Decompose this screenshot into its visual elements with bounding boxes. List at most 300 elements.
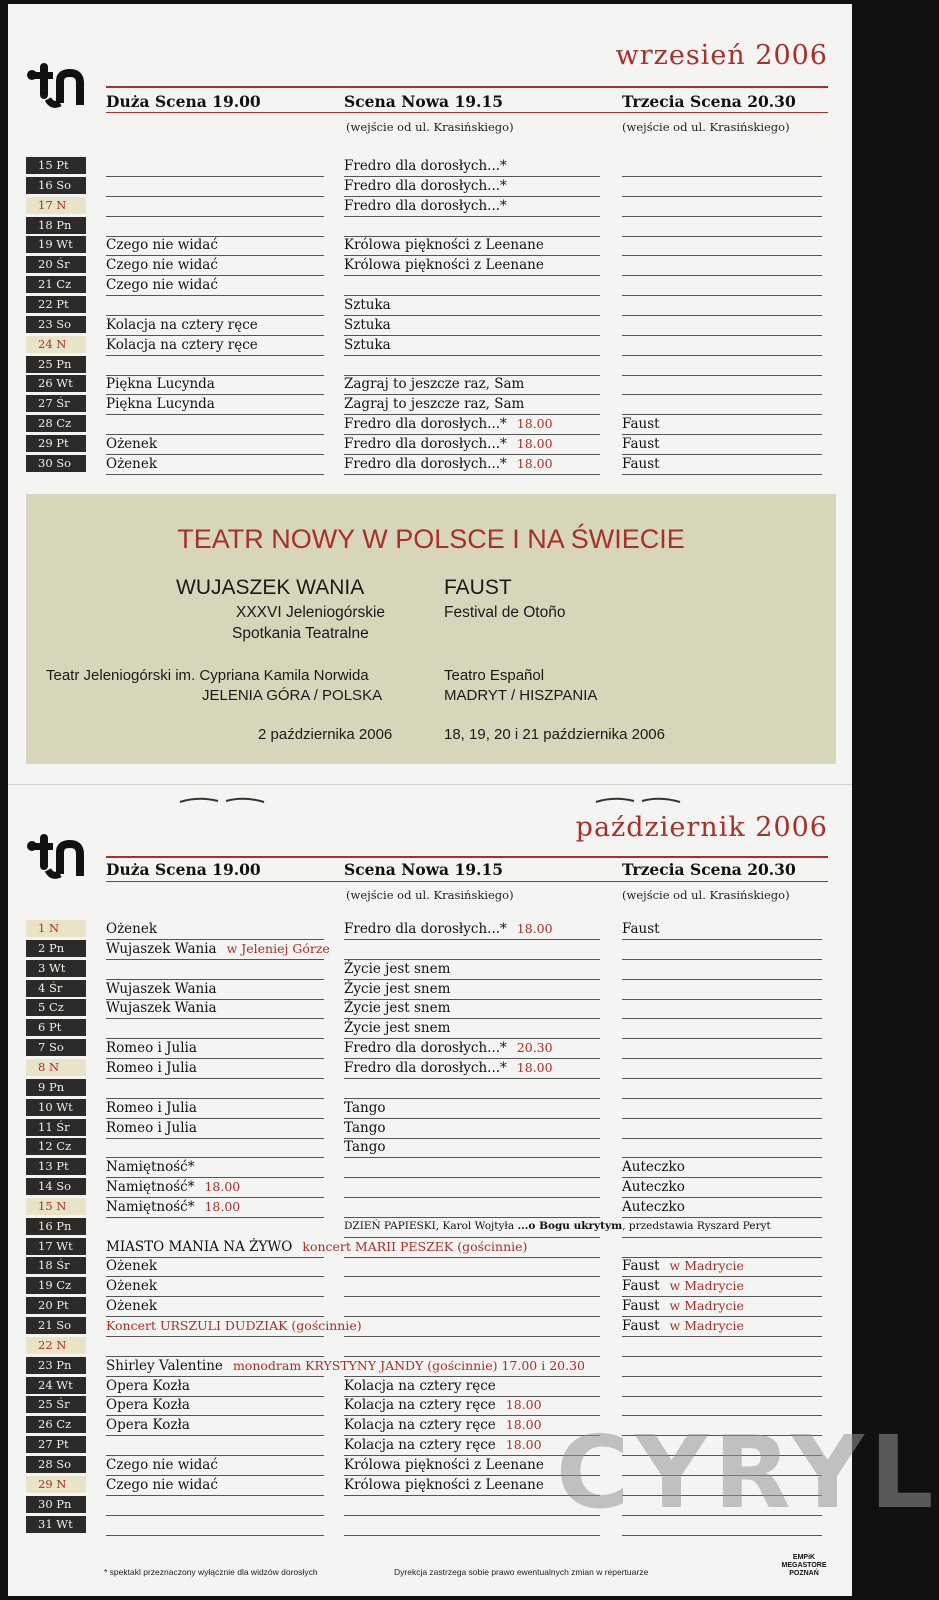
day-label: 13 Pt [26,1158,86,1175]
performance-title: Życie jest snem [344,1020,451,1037]
performance-title: Opera Kozła [106,1417,190,1434]
col-header-duza: Duża Scena 19.00 [106,860,261,879]
note-title: ...o Bogu ukrytym [517,1219,623,1232]
theatre-logo-icon [26,59,88,115]
performance-title: Romeo i Julia [106,1059,197,1076]
performance-title: Sztuka [344,296,391,313]
month-title: wrzesień 2006 [615,40,828,71]
cell-c1 [106,434,324,455]
col-header-nowa: Scena Nowa 19.15 [344,92,504,111]
performance-title: Auteczko [622,1159,685,1176]
schedule-row [26,1137,828,1157]
header-rule [106,86,828,88]
cell-c2 [344,1256,600,1277]
cell-c2 [344,1356,600,1377]
performance-title: Fredro dla dorosłych...* [344,416,507,433]
day-label: 20 Pt [26,1297,86,1314]
cell-c3 [622,235,822,256]
schedule-row [26,295,828,315]
cell-c1 [106,1098,324,1119]
cell-c3 [622,979,822,1000]
fold-line [8,784,852,785]
cell-c1 [106,1157,324,1178]
performance-title: Kolacja na cztery ręce [106,336,258,353]
day-label: 23 So [26,316,86,333]
performance-title: Królowa piękności z Leenane [344,237,544,254]
day-label: 17 N [26,197,86,214]
month-title: październik 2006 [575,812,828,843]
day-label: 22 Pt [26,296,86,313]
day-label: 21 Cz [26,276,86,293]
cell-c3 [622,275,822,296]
performance-title: Auteczko [622,1179,685,1196]
performance-title: Ożenek [106,455,158,472]
cell-c1 [106,1296,324,1317]
performance-note: koncert MARII PESZEK (gościnnie) [302,1238,528,1254]
cell-c1 [106,1058,324,1079]
cell-c3 [622,1237,822,1258]
note-part: DZIEŃ PAPIESKI, Karol Wojtyła [344,1219,518,1232]
day-label: 12 Cz [26,1138,86,1155]
performance-title: Faust [622,1298,660,1315]
schedule-row [26,1276,828,1296]
performance-title: Romeo i Julia [106,1040,197,1057]
cell-c3 [622,1157,822,1178]
performance-title: Ożenek [106,1258,158,1275]
performance-note: monodram KRYSTYNY JANDY (gościnnie) 17.00 i 20.30 [232,1357,585,1373]
cell-c1 [106,394,324,415]
performance-title: Wujaszek Wania [106,980,217,997]
cell-c1 [106,255,324,276]
performance-title: Wujaszek Wania [106,940,217,957]
schedule-row [26,374,828,394]
day-label: 17 Wt [26,1238,86,1255]
cell-c3 [622,196,822,217]
performance-title: Fredro dla dorosłych...* [344,197,507,214]
day-label: 25 Śr [26,1396,86,1413]
day-label: 22 N [26,1337,86,1354]
banner-left-festival-2: Spotkania Teatralne [232,625,369,642]
day-label: 28 Cz [26,415,86,432]
cell-c1 [106,1256,324,1277]
cell-c2 [344,998,600,1019]
cell-c3 [622,295,822,316]
performance-title: Sztuka [344,316,391,333]
schedule-row [26,1217,828,1237]
schedule-row [26,335,828,355]
cell-c3 [622,454,822,475]
performance-title: Faust [622,416,660,433]
cell-c1 [106,1395,324,1416]
cell-c1 [106,1038,324,1059]
schedule-row [26,216,828,236]
performance-note: 18.00 [516,455,553,471]
cell-c1 [106,939,330,960]
cell-c2 [344,1276,600,1297]
schedule-row [26,1237,828,1257]
day-label: 26 Cz [26,1416,86,1433]
day-label: 28 So [26,1456,86,1473]
performance-note: w Madrycie [669,1318,744,1333]
cell-c1 [106,1237,528,1258]
cell-c3 [622,959,822,980]
day-label: 26 Wt [26,375,86,392]
cell-c1 [106,1435,324,1456]
cell-c2 [344,1038,600,1059]
cell-c2 [344,1237,600,1258]
cell-c2 [344,1098,600,1119]
schedule-row [26,1336,828,1356]
performance-title: Kolacja na cztery ręce [344,1417,496,1434]
performance-note: 18.00 [516,416,553,432]
col-header-nowa: Scena Nowa 19.15 [344,860,504,879]
cell-c1 [106,414,324,435]
cell-c1 [106,979,324,1000]
performance-title: Kolacja na cztery ręce [106,316,258,333]
cell-c1 [106,1078,324,1099]
cell-c2 [344,959,600,980]
performance-note: w Madrycie [669,1298,744,1314]
cell-c3 [622,394,822,415]
schedule-row [26,1038,828,1058]
day-label: 10 Wt [26,1099,86,1116]
cell-c2 [344,1296,600,1317]
cell-c3 [622,216,822,237]
schedule-row [26,1118,828,1138]
performance-title: Fredro dla dorosłych...* [344,455,507,472]
performance-title: Romeo i Julia [106,1119,197,1136]
day-label: 19 Wt [26,236,86,253]
day-label: 16 So [26,177,86,194]
schedule-row [26,196,828,216]
cell-c2 [344,434,600,455]
performance-title: Życie jest snem [344,1000,451,1017]
cell-c1 [106,1455,324,1476]
schedule-row [26,1395,828,1415]
cell-c2 [344,315,600,336]
performance-title: Opera Kozła [106,1397,190,1414]
schedule-row [26,1177,828,1197]
cell-c3 [622,1078,822,1099]
performance-note: w Madrycie [669,1258,744,1274]
day-label: 31 Wt [26,1516,86,1533]
cell-c3 [622,1018,822,1039]
performance-title: Sztuka [344,336,391,353]
performance-note: 18.00 [516,921,553,936]
day-label: 24 N [26,336,86,353]
cell-c2 [344,216,600,237]
cell-c1 [106,1356,585,1377]
performance-title: Tango [344,1139,386,1156]
cell-c3 [622,176,822,197]
performance-title: Ożenek [106,1278,158,1295]
cell-c3 [622,355,822,376]
schedule-row [26,315,828,335]
performance-title: Faust [622,921,660,937]
cell-c3 [622,919,822,940]
cell-c2 [344,1157,600,1178]
cell-c3 [622,939,822,960]
day-label: 14 So [26,1178,86,1195]
day-label: 16 Pn [26,1218,86,1235]
performance-title: Piękna Lucynda [106,376,215,393]
cell-c3 [622,414,822,435]
performance-note: w Madrycie [669,1278,744,1294]
schedule-row [26,414,828,434]
day-label: 6 Pt [26,1019,86,1036]
cell-c3 [622,1296,822,1317]
cell-c1 [106,1118,324,1139]
performance-title: Tango [344,1119,386,1136]
schedule-row [26,454,828,474]
cyryl-watermark: CYRYL [556,1414,939,1531]
day-label: 24 Wt [26,1377,86,1394]
cell-c1 [106,998,324,1019]
cell-c2 [344,414,600,435]
performance-title: Kolacja na cztery ręce [344,1437,496,1454]
col-sub-trzecia: (wejście od ul. Krasińskiego) [622,120,790,134]
cell-c3 [622,374,822,395]
cell-c3 [622,1177,822,1198]
cell-c2 [344,335,600,356]
performance-title: Fredro dla dorosłych...* [344,177,507,194]
performance-title: Ożenek [106,435,158,452]
cell-c2 [344,939,600,960]
cell-c2 [344,1078,600,1099]
cell-c2 [344,1118,600,1139]
col-header-trzecia: Trzecia Scena 20.30 [622,92,796,111]
cell-c3 [622,335,822,356]
cell-c3 [622,156,822,177]
cell-c1 [106,1515,324,1536]
day-label: 23 Pn [26,1357,86,1374]
cell-c3 [622,434,822,455]
schedule-row [26,1256,828,1276]
cell-c3 [622,1316,822,1337]
cell-c1 [106,1475,324,1496]
cell-c3 [622,1217,822,1238]
cell-c3 [622,1356,822,1377]
schedule-row [26,434,828,454]
performance-note: 18.00 [516,1059,553,1075]
performance-note: 20.30 [516,1040,553,1056]
cell-c1 [106,355,324,376]
performance-title: Faust [622,455,660,472]
performance-title: Wujaszek Wania [106,1000,217,1017]
col-sub-nowa: (wejście od ul. Krasińskiego) [346,888,514,902]
day-label: 3 Wt [26,960,86,977]
performance-title: Romeo i Julia [106,1099,197,1116]
day-label: 7 So [26,1039,86,1056]
performance-title: Kolacja na cztery ręce [344,1377,496,1394]
cell-c1 [106,176,324,197]
schedule-row [26,1058,828,1078]
day-label: 1 N [26,920,86,937]
cell-c2 [344,235,600,256]
schedule-row [26,1157,828,1177]
cell-c2 [344,1336,600,1357]
performance-title: MIASTO MANIA NA ŻYWO [106,1238,293,1255]
day-label: 30 So [26,455,86,472]
theatre-logo-icon [26,830,88,886]
cell-c2 [344,255,600,276]
day-label: 19 Cz [26,1277,86,1294]
schedule-row [26,275,828,295]
sponsor-logo: EMPiK MEGASTORE POZNAŃ [781,1554,827,1577]
day-label: 15 Pt [26,157,86,174]
performance-title: Namiętność* [106,1179,195,1196]
cell-c1 [106,454,324,475]
performance-title: Shirley Valentine [106,1357,223,1374]
cell-c1 [106,374,324,395]
day-label: 27 Śr [26,395,86,412]
performance-title: Czego nie widać [106,277,218,294]
cell-c1 [106,959,324,980]
cell-c1 [106,1376,324,1397]
banner-right-title: FAUST [444,576,512,599]
cell-c3 [622,1058,822,1079]
day-label: 20 Śr [26,256,86,273]
banner-right-venue: Teatro Español [444,667,545,684]
footnote-adults: * spektakl przeznaczony wyłącznie dla widzów dorosłych [104,1567,318,1577]
header-rule [106,856,828,858]
schedule-row [26,959,828,979]
performance-title: Kolacja na cztery ręce [344,1397,496,1414]
schedule-row [26,1356,828,1376]
performance-title: Faust [622,1258,660,1275]
cell-c2 [344,1137,600,1158]
cell-c2 [344,355,600,376]
schedule-row [26,1296,828,1316]
col-sub-nowa: (wejście od ul. Krasińskiego) [346,120,514,134]
performance-title: Fredro dla dorosłych...* [344,435,507,452]
day-label: 25 Pn [26,356,86,373]
day-label: 18 Pn [26,217,86,234]
cell-c3 [622,998,822,1019]
day-label: 18 Śr [26,1257,86,1274]
performance-title: Opera Kozła [106,1377,190,1394]
schedule-row [26,394,828,414]
day-label: 29 Pt [26,435,86,452]
performance-title: Czego nie widać [106,1456,218,1473]
cell-c1 [106,1415,324,1436]
performance-title: Fredro dla dorosłych...* [344,1059,507,1076]
cell-c2 [344,1197,600,1218]
schedule-row [26,1376,828,1396]
performance-note: 18.00 [505,1417,542,1433]
repertoire-page [8,4,939,1596]
performance-title: Życie jest snem [344,980,451,997]
performance-title: Auteczko [622,1198,685,1215]
cell-c2 [344,979,600,1000]
cell-c2 [344,176,600,197]
cell-c1 [106,1177,324,1198]
cell-c2 [344,156,600,177]
cell-c3 [622,1336,822,1357]
schedule-row [26,176,828,196]
cell-c1 [106,1137,324,1158]
cell-c2 [344,196,600,217]
day-label: 21 So [26,1317,86,1334]
cell-c2 [344,1018,600,1039]
performance-note: 18.00 [505,1437,542,1453]
cell-c3 [622,255,822,276]
header-rule-lower [106,881,828,882]
cell-c2 [344,1217,771,1238]
cell-c3 [622,1137,822,1158]
cell-c1 [106,1316,362,1337]
cell-c1 [106,196,324,217]
performance-note: 18.00 [516,435,553,451]
cell-c2 [344,1177,600,1198]
cell-c2 [344,394,600,415]
cell-c1 [106,1336,324,1357]
banner-left-date: 2 października 2006 [258,726,393,743]
day-label: 30 Pn [26,1496,86,1513]
day-label: 5 Cz [26,999,86,1016]
cell-c1 [106,235,324,256]
schedule-row [26,235,828,255]
schedule-row [26,1098,828,1118]
performance-note: 18.00 [505,1397,542,1413]
day-label: 11 Śr [26,1119,86,1136]
performance-title: Faust [622,1278,660,1295]
performance-title: Fredro dla dorosłych...* [344,158,507,174]
cell-c1 [106,295,324,316]
cell-c1 [106,216,324,237]
performance-title: Piękna Lucynda [106,396,215,413]
september-section [8,4,852,484]
performance-title: Ożenek [106,1298,158,1315]
cell-c2 [344,1376,600,1397]
banner-title: TEATR NOWY W POLSCE I NA ŚWIECIE [177,524,685,554]
performance-title: Fredro dla dorosłych...* [344,1040,507,1057]
note-part: , przedstawia Ryszard Peryt [622,1219,771,1232]
cell-c1 [106,315,324,336]
cell-c3 [622,1276,822,1297]
schedule-row [26,919,828,939]
cell-c1 [106,1018,324,1039]
cell-c1 [106,156,324,177]
cell-c3 [622,1256,822,1277]
performance-title: Królowa piękności z Leenane [344,1476,544,1493]
cell-c1 [106,335,324,356]
day-label: 29 N [26,1476,86,1493]
footnote-changes: Dyrekcja zastrzega sobie prawo ewentualnych zmian w repertuarze [394,1567,649,1577]
banner-right-city: MADRYT / HISZPANIA [444,687,598,704]
banner-right-festival: Festival de Otoño [444,604,566,621]
banner-left-venue: Teatr Jeleniogórski im. Cypriana Kamila Norwida [46,667,369,684]
cell-c2 [344,454,600,475]
schedule-row [26,255,828,275]
cell-c3 [622,315,822,336]
performance-title: Fredro dla dorosłych...* [344,921,507,937]
schedule-row [26,1078,828,1098]
col-header-trzecia: Trzecia Scena 20.30 [622,860,796,879]
header-rule-lower [106,112,828,113]
cell-c1 [106,919,324,940]
schedule-row [26,939,828,959]
cell-c2 [344,374,600,395]
performance-title: Zagraj to jeszcze raz, Sam [344,376,525,393]
day-label: 8 N [26,1059,86,1076]
col-header-duza: Duża Scena 19.00 [106,92,261,111]
day-label: 15 N [26,1198,86,1215]
col-sub-trzecia: (wejście od ul. Krasińskiego) [622,888,790,902]
cell-c2 [344,919,600,940]
performance-title: Namiętność* [106,1198,195,1215]
performance-note: w Jeleniej Górze [226,940,330,956]
